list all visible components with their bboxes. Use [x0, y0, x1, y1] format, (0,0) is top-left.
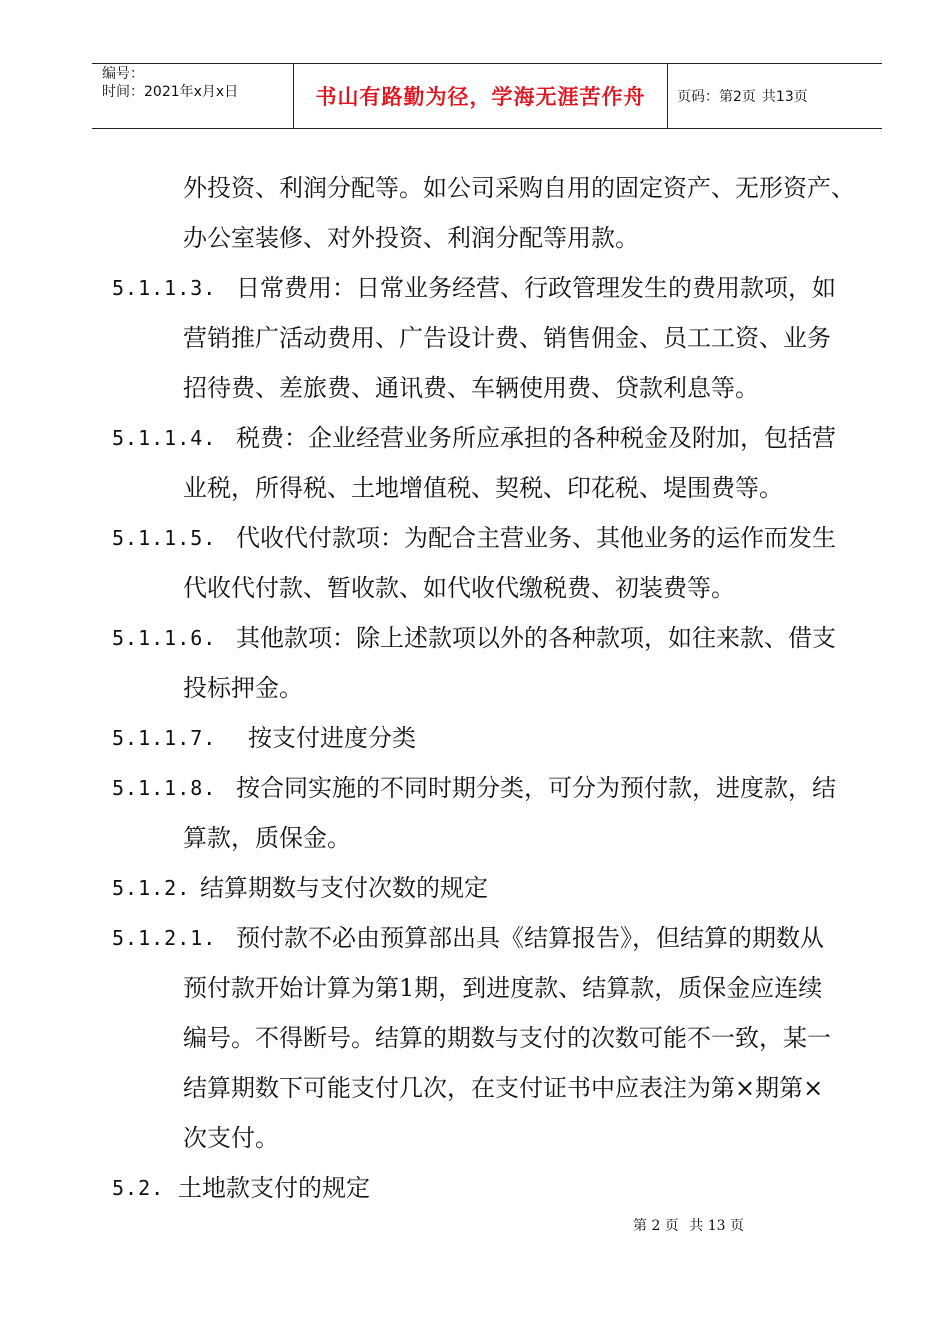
section-number: 5.2. [112, 1176, 165, 1200]
header-page-info [677, 63, 814, 129]
body-line: 外投资、利润分配等。如公司采购自用的固定资产、无形资产、 [183, 174, 855, 202]
section-number: 5.1.1.6. [112, 626, 217, 650]
body-line: 按支付进度分类 [248, 724, 416, 752]
header-divider [667, 63, 668, 129]
serial-label: 编号： [102, 66, 144, 82]
page-label: 页码：第2页 [677, 89, 756, 105]
body-line: 其他款项：除上述款项以外的各种款项，如往来款、借支 [236, 624, 836, 652]
body-line: 投标押金。 [183, 674, 303, 702]
total-label: 共13页 [761, 89, 808, 105]
header-motto: 书山有路勤为径，学海无涯苦作舟 [315, 85, 646, 109]
body-line: 税费：企业经营业务所应承担的各种税金及附加，包括营 [236, 424, 836, 452]
section-number: 5.1.2. [112, 876, 191, 900]
body-line: 预付款不必由预算部出具《结算报告》，但结算的期数从 [236, 924, 824, 952]
section-number: 5.1.1.3. [112, 276, 217, 300]
section-heading: 结算期数与支付次数的规定 [200, 874, 488, 902]
section-number: 5.1.1.8. [112, 776, 217, 800]
section-heading: 土地款支付的规定 [178, 1174, 370, 1202]
header-meta [102, 65, 292, 101]
body-line: 招待费、差旅费、通讯费、车辆使用费、贷款利息等。 [183, 374, 759, 402]
section-number: 5.1.1.4. [112, 426, 217, 450]
body-line: 业税，所得税、土地增值税、契税、印花税、堤围费等。 [183, 474, 783, 502]
body-line: 代收代付款、暂收款、如代收代缴税费、初装费等。 [183, 574, 735, 602]
body-line: 预付款开始计算为第1期，到进度款、结算款，质保金应连续 [183, 974, 823, 1002]
footer-total: 共 13 页 [689, 1218, 744, 1234]
body-line: 结算期数下可能支付几次，在支付证书中应表注为第×期第× [183, 1074, 824, 1102]
section-number: 5.1.1.7. [112, 726, 217, 750]
body-line: 算款，质保金。 [183, 824, 351, 852]
body-line: 办公室装修、对外投资、利润分配等用款。 [183, 224, 639, 252]
body-line: 日常费用：日常业务经营、行政管理发生的费用款项，如 [236, 274, 836, 302]
page-footer [633, 1215, 750, 1235]
body-line: 编号。不得断号。结算的期数与支付的次数可能不一致，某一 [183, 1024, 831, 1052]
section-number: 5.1.2.1. [112, 926, 217, 950]
footer-page: 第 2 页 [633, 1218, 679, 1234]
time-label: 时间：2021年x月x日 [102, 84, 239, 100]
body-line: 按合同实施的不同时期分类，可分为预付款，进度款，结 [236, 774, 836, 802]
body-line: 营销推广活动费用、广告设计费、销售佣金、员工工资、业务 [183, 324, 831, 352]
section-number: 5.1.1.5. [112, 526, 217, 550]
body-line: 次支付。 [183, 1124, 279, 1152]
document-header [92, 63, 882, 129]
body-line: 代收代付款项：为配合主营业务、其他业务的运作而发生 [236, 524, 836, 552]
